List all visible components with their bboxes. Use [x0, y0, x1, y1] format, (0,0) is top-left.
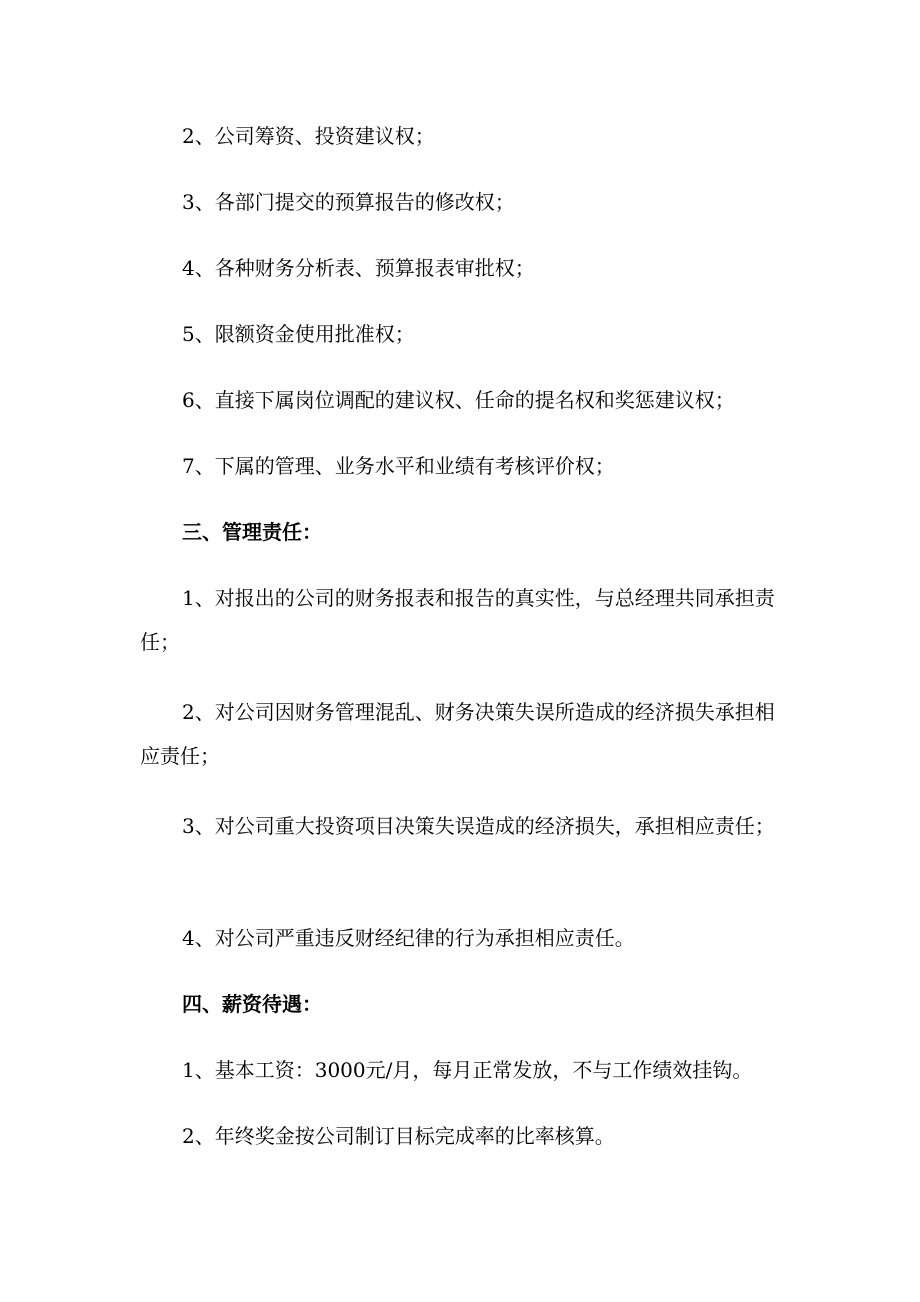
paragraph-item: 6、直接下属岗位调配的建议权、任命的提名权和奖惩建议权；	[182, 388, 735, 412]
paragraph-item: 4、对公司严重违反财经纪律的行为承担相应责任。	[182, 926, 635, 950]
paragraph-item: 4、各种财务分析表、预算报表审批权；	[182, 256, 535, 280]
section-heading: 四、薪资待遇：	[182, 992, 322, 1016]
paragraph-item: 5、限额资金使用批准权；	[182, 322, 415, 346]
paragraph-item: 2、对公司因财务管理混乱、财务决策失误所造成的经济损失承担相应责任；	[140, 700, 775, 768]
paragraph-item: 2、公司筹资、投资建议权；	[182, 124, 435, 148]
paragraph-item: 3、各部门提交的预算报告的修改权；	[182, 190, 515, 214]
paragraph-item: 2、年终奖金按公司制订目标完成率的比率核算。	[182, 1124, 615, 1148]
section-heading: 三、管理责任：	[182, 520, 322, 544]
paragraph-item: 7、下属的管理、业务水平和业绩有考核评价权；	[182, 454, 615, 478]
paragraph-item: 1、基本工资：3000元/月，每月正常发放，不与工作绩效挂钩。	[182, 1058, 753, 1082]
paragraph-item: 3、对公司重大投资项目决策失误造成的经济损失，承担相应责任；	[182, 814, 775, 838]
paragraph-item: 1、对报出的公司的财务报表和报告的真实性，与总经理共同承担责任；	[140, 586, 775, 654]
